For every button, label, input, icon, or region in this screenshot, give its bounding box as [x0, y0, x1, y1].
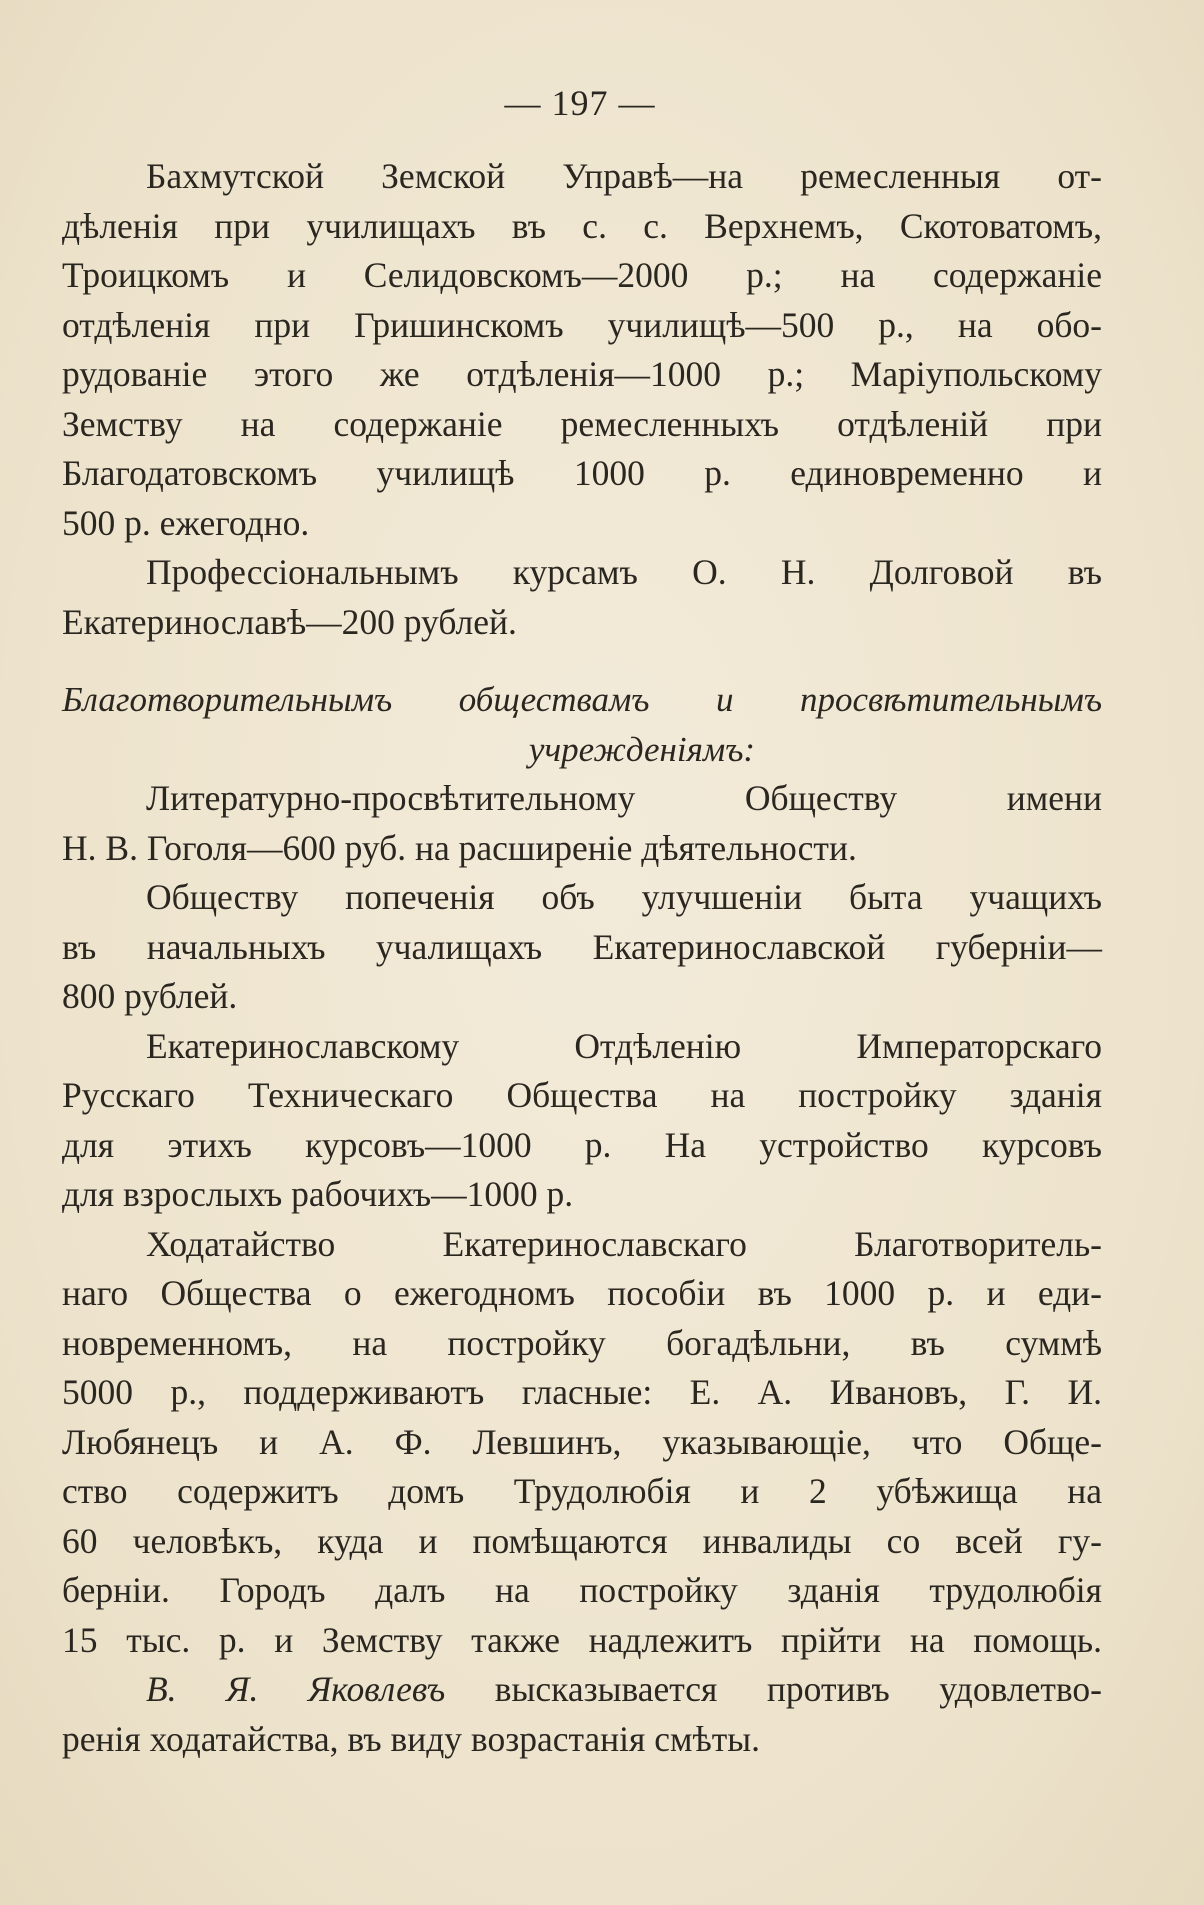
text-line: Екатеринославскому Отдѣленію Императорскаго — [146, 1025, 1102, 1066]
section-heading — [62, 675, 1102, 774]
text-line: Профессіональнымъ курсамъ О. Н. Долговой въ — [146, 552, 1102, 592]
text-line: новременномъ, на постройку богадѣльни, въ суммѣ — [62, 1322, 1102, 1363]
text-line: для этихъ курсовъ—1000 р. На устройство курсовъ — [62, 1124, 1102, 1165]
text-line: 60 человѣкъ, куда и помѣщаются инвалиды со всей гу- — [62, 1520, 1102, 1561]
text-line: ство содержитъ домъ Трудолюбія и 2 убѣжища на — [62, 1471, 1102, 1511]
text-line: Земству на содержаніе ремесленныхъ отдѣленій при — [62, 403, 1102, 444]
text-fragment: высказывается противъ удовлетво- — [445, 1669, 1102, 1709]
paragraph-gogol — [62, 774, 1102, 873]
text-line: въ начальныхъ учалищахъ Екатеринославской губерніи— — [62, 926, 1102, 967]
heading-line: учрежденіямъ: — [528, 729, 756, 769]
text-line: для взрослыхъ рабочихъ—1000 р. — [62, 1174, 574, 1214]
text-line: 800 рублей. — [62, 976, 238, 1016]
text-line: Бахмутской Земской Управѣ—на ремесленныя от- — [146, 156, 1102, 196]
text-line: рудованіе этого же отдѣленія—1000 р.; Маріупольскому — [62, 354, 1102, 394]
text-line: Русскаго Техническаго Общества на постройку зданія — [62, 1075, 1102, 1115]
text-line: Обществу попеченія объ улучшеніи быта учащихъ — [146, 877, 1102, 917]
page-number: — 197 — — [504, 83, 656, 123]
text-line: Ходатайство Екатеринославскаго Благотворитель- — [146, 1223, 1102, 1264]
text-line: Екатеринославѣ—200 рублей. — [62, 601, 517, 642]
text-line: Литературно-просвѣтительному Обществу имени — [146, 778, 1102, 818]
text-line: наго Общества о ежегодномъ пособіи въ 1000 р. и еди- — [62, 1273, 1102, 1313]
text-line: отдѣленія при Гришинскомъ училищѣ—500 р., на обо- — [62, 304, 1102, 345]
text-line: берніи. Городъ далъ на постройку зданія трудолюбія — [62, 1570, 1102, 1610]
speaker-name: В. Я. Яковлевъ — [146, 1669, 446, 1709]
text-line: ренія ходатайства, въ виду возрастанія смѣты. — [62, 1718, 760, 1759]
text-line: дѣленія при училищахъ въ с. с. Верхнемъ, Скотоватомъ, — [62, 205, 1102, 246]
text-line: 5000 р., поддерживаютъ гласные: Е. А. Ивановъ, Г. И. — [62, 1372, 1102, 1412]
paragraph-courses — [62, 548, 1102, 647]
text-line — [62, 1665, 1102, 1715]
paragraph-technical-society — [62, 1022, 1102, 1220]
paragraph-teachers — [62, 873, 1102, 1022]
text-line: Троицкомъ и Селидовскомъ—2000 р.; на содержаніе — [62, 255, 1102, 295]
text-line: Благодатовскомъ училищѣ 1000 р. единовременно и — [62, 453, 1102, 493]
text-line: 15 тыс. р. и Земству также надлежитъ прійти на помощь. — [62, 1619, 1102, 1660]
text-line: Любянецъ и А. Ф. Левшинъ, указывающіе, что Обще- — [62, 1421, 1102, 1462]
page-body — [62, 152, 1102, 1764]
paragraph-bakhmut — [62, 152, 1102, 548]
heading-line: Благотворительнымъ обществамъ и просвѣтительнымъ — [62, 680, 1102, 719]
paragraph-yakovlev — [62, 1665, 1102, 1764]
text-line: Н. В. Гоголя—600 руб. на расширеніе дѣятельности. — [62, 827, 857, 868]
text-line: 500 р. ежегодно. — [62, 502, 310, 543]
paragraph-petition — [62, 1220, 1102, 1666]
